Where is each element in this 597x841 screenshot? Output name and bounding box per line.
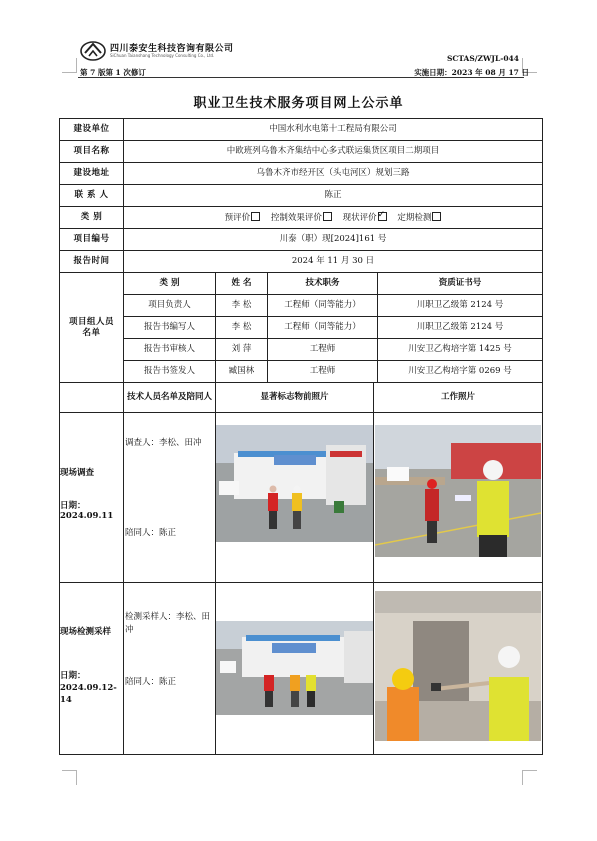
address-value: 乌鲁木齐市经开区（头屯河区）规划三路 — [124, 163, 543, 185]
staff-group-label: 项目组人员名单 — [60, 273, 124, 383]
number-label: 项目编号 — [60, 229, 124, 251]
sampling-work-photo-cell — [374, 583, 543, 755]
checkbox[interactable] — [432, 212, 441, 221]
table-row — [60, 361, 543, 383]
staff-cert: 川职卫乙级第 2124 号 — [378, 317, 543, 339]
staff-title: 工程师（同等能力） — [268, 317, 378, 339]
header-divider — [78, 77, 524, 78]
company-logo — [80, 40, 106, 62]
contact-label: 联 系 人 — [60, 185, 124, 207]
staff-cert: 川职卫乙级第 2124 号 — [378, 295, 543, 317]
staff-cert: 川安卫乙构培字第 0269 号 — [378, 361, 543, 383]
staff-role: 项目负责人 — [124, 295, 216, 317]
project-label: 项目名称 — [60, 141, 124, 163]
survey-row — [60, 413, 543, 583]
photos-header-staff: 技术人员名单及陪同人 — [124, 383, 216, 413]
page-title: 职业卫生技术服务项目网上公示单 — [193, 96, 404, 111]
crop-mark-bottom-left — [62, 770, 77, 785]
survey-sign-photo-cell — [216, 413, 374, 583]
unit-value: 中国水利水电第十工程局有限公司 — [124, 119, 543, 141]
report-time-label: 报告时间 — [60, 251, 124, 273]
staff-header-cert: 资质证书号 — [378, 273, 543, 295]
staff-cert: 川安卫乙构培字第 1425 号 — [378, 339, 543, 361]
staff-role: 报告书审核人 — [124, 339, 216, 361]
project-value: 中欧班列乌鲁木齐集结中心多式联运集货区项目二期项目 — [124, 141, 543, 163]
report-time-value: 2024 年 11 月 30 日 — [124, 251, 543, 273]
category-options — [124, 207, 543, 229]
option-label: 预评价 — [224, 212, 251, 223]
crop-mark-bottom-right — [522, 770, 537, 785]
sampling-companion: 陪同人：陈正 — [125, 677, 177, 687]
sampling-label: 现场检测采样 — [60, 627, 112, 637]
unit-label: 建设单位 — [60, 119, 124, 141]
option-pre-evaluation[interactable] — [225, 213, 261, 223]
staff-role: 报告书签发人 — [124, 361, 216, 383]
contact-value: 陈正 — [124, 185, 543, 207]
table-row — [60, 295, 543, 317]
photos-header-sign: 显著标志物前照片 — [216, 383, 374, 413]
sampling-row — [60, 583, 543, 755]
checkbox[interactable] — [251, 212, 260, 221]
option-label: 定期检测 — [397, 212, 432, 223]
photos-header-work: 工作照片 — [374, 383, 543, 413]
sampling-staff-cell — [124, 583, 216, 755]
survey-label: 现场调查 — [60, 468, 95, 478]
option-control-effect-evaluation[interactable] — [271, 213, 332, 223]
staff-name: 刘 萍 — [216, 339, 268, 361]
sampling-date: 日期：2024.09.12-14 — [60, 671, 117, 705]
implementation-date: 实施日期：2023 年 08 月 17 日 — [414, 68, 529, 77]
survey-sign-photo — [216, 425, 374, 542]
staff-name: 李 松 — [216, 295, 268, 317]
checkbox[interactable] — [323, 212, 332, 221]
staff-header-role: 类 别 — [124, 273, 216, 295]
company-name-cn: 四川泰安生科技咨询有限公司 — [110, 44, 234, 54]
survey-staff-cell — [124, 413, 216, 583]
survey-companion: 陪同人：陈正 — [125, 528, 177, 538]
number-value: 川泰（职）现[2024]161 号 — [124, 229, 543, 251]
table-row — [60, 317, 543, 339]
option-periodic-testing[interactable] — [397, 213, 441, 223]
survey-investigators: 调查人：李松、田冲 — [125, 438, 202, 448]
edition-label: 第 7 版第 1 次修订 — [80, 68, 146, 77]
sampling-work-photo — [375, 591, 541, 741]
staff-title: 工程师 — [268, 339, 378, 361]
staff-name: 臧国林 — [216, 361, 268, 383]
checkbox-checked[interactable] — [378, 212, 387, 221]
survey-date: 日期：2024.09.11 — [60, 501, 114, 522]
sampling-sign-photo-cell — [216, 583, 374, 755]
survey-work-photo-cell — [374, 413, 543, 583]
address-label: 建设地址 — [60, 163, 124, 185]
survey-work-photo — [375, 425, 541, 557]
document-code: SCTAS/ZWJL-044 — [446, 54, 519, 63]
option-label: 控制效果评价 — [270, 212, 322, 223]
staff-name: 李 松 — [216, 317, 268, 339]
staff-header-title: 技术职务 — [268, 273, 378, 295]
category-label: 类 别 — [60, 207, 124, 229]
company-name-en: SiChuan Taianshang Technology Consulting Co., Ltd. — [110, 53, 215, 58]
crop-mark-top-left — [62, 58, 77, 73]
staff-title: 工程师（同等能力） — [268, 295, 378, 317]
survey-label-cell — [60, 413, 124, 583]
staff-header-name: 姓 名 — [216, 273, 268, 295]
option-status-evaluation[interactable] — [343, 213, 387, 223]
sampling-label-cell — [60, 583, 124, 755]
staff-role: 报告书编写人 — [124, 317, 216, 339]
table-row — [60, 339, 543, 361]
blank-cell — [60, 383, 124, 413]
option-label: 现状评价 — [342, 212, 377, 223]
sampling-samplers: 检测采样人：李松、田冲 — [125, 612, 211, 635]
notice-table — [59, 118, 543, 755]
staff-title: 工程师 — [268, 361, 378, 383]
sampling-sign-photo — [216, 621, 374, 715]
